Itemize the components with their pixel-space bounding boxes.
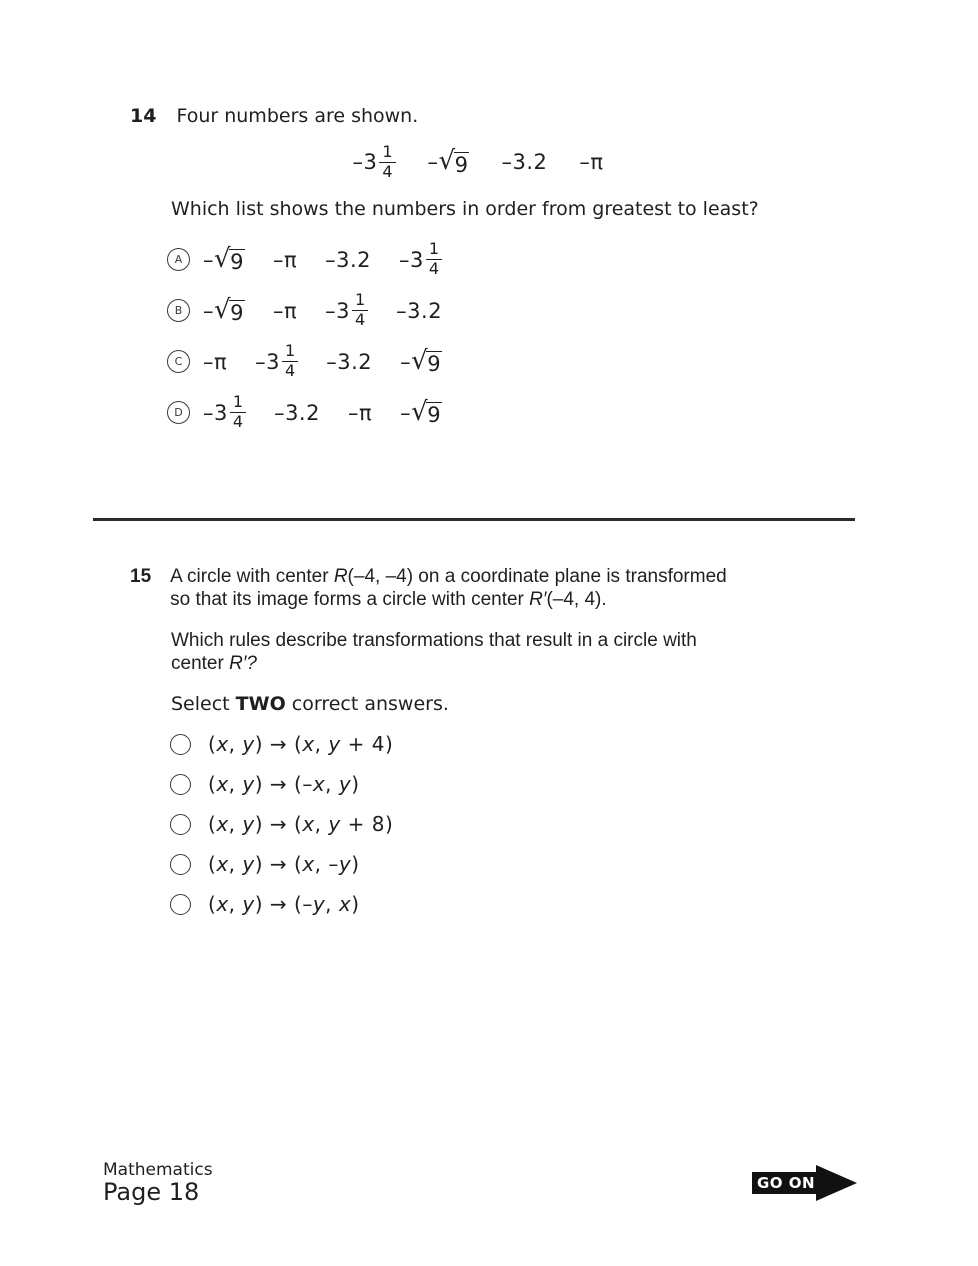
go-on-label: GO ON	[756, 1174, 816, 1192]
section-divider	[93, 518, 855, 521]
question-14-prompt	[130, 105, 418, 127]
choice-b-expression	[203, 292, 442, 329]
go-on-box	[752, 1172, 820, 1194]
option-2-rule: (x, y) → (–x, y)	[208, 772, 360, 796]
math-token-plain: –π	[272, 298, 298, 323]
choice-row-c[interactable]	[167, 336, 442, 387]
math-token-plain: –3.2	[326, 349, 373, 374]
footer-page-number: Page 18	[103, 1178, 200, 1206]
option-row-5[interactable]	[170, 884, 393, 924]
option-row-4[interactable]	[170, 844, 393, 884]
math-token-mixed: –3 $\frac{1}{4}$	[203, 394, 246, 431]
question-15-statement	[130, 565, 727, 611]
question-14-numbers-display	[0, 144, 967, 181]
choice-c-expression	[203, 343, 442, 380]
question-14-choices	[167, 234, 442, 438]
math-token-sqrt: – √ 9	[400, 396, 442, 427]
math-token-plain: –3.2	[396, 298, 443, 323]
option-bubble-3[interactable]	[170, 814, 191, 835]
choice-d-expression	[203, 394, 442, 431]
math-token-mixed: –3 $\frac{1}{4}$	[399, 241, 442, 278]
question-15-options	[170, 724, 393, 924]
question-15-number: 15	[130, 566, 152, 587]
option-row-2[interactable]	[170, 764, 393, 804]
question-line-2: center R′?	[171, 653, 257, 674]
math-token-sqrt: – √ 9	[203, 294, 244, 325]
choice-row-d[interactable]	[167, 387, 442, 438]
choice-bubble-a[interactable]: A	[167, 248, 190, 271]
option-3-rule: (x, y) → (x, y + 8)	[208, 812, 394, 836]
math-token-sqrt: – √ 9	[400, 345, 442, 376]
option-bubble-4[interactable]	[170, 854, 191, 875]
math-token-mixed: –3 $\frac{1}{4}$	[325, 292, 368, 329]
math-token-plain: –π	[203, 349, 228, 374]
choice-a-expression	[203, 241, 442, 278]
math-token-mixed: –3 $\frac{1}{4}$	[255, 343, 298, 380]
option-row-1[interactable]	[170, 724, 393, 764]
question-14-question-text: Which list shows the numbers in order from greatest to least?	[171, 198, 759, 220]
math-token-sqrt: – √ 9	[203, 243, 244, 274]
option-bubble-2[interactable]	[170, 774, 191, 795]
question-15-question-text	[171, 629, 697, 675]
statement-line-1: A circle with center R(–4, –4) on a coordinate plane is transformed	[170, 566, 727, 587]
math-token-plain: –3.2	[325, 247, 372, 272]
choice-bubble-d[interactable]: D	[167, 401, 190, 424]
select-two-instruction: Select TWO correct answers.	[171, 693, 449, 715]
choice-row-a[interactable]	[167, 234, 442, 285]
choice-row-b[interactable]	[167, 285, 442, 336]
math-token-plain: –π	[272, 247, 298, 272]
math-token-plain: –3.2	[501, 150, 548, 175]
statement-line-2: so that its image forms a circle with center R′(–4, 4).	[170, 589, 607, 610]
option-bubble-1[interactable]	[170, 734, 191, 755]
option-5-rule: (x, y) → (–y, x)	[208, 892, 360, 916]
question-line-1: Which rules describe transformations that result in a circle with	[171, 630, 697, 651]
math-token-mixed: –3 $\frac{1}{4}$	[352, 144, 395, 181]
option-4-rule: (x, y) → (x, –y)	[208, 852, 360, 876]
question-14-prompt-text: Four numbers are shown.	[176, 105, 419, 127]
footer-subject-label: Mathematics	[103, 1160, 213, 1180]
option-bubble-5[interactable]	[170, 894, 191, 915]
go-on-arrow-icon	[816, 1165, 857, 1201]
math-token-plain: –3.2	[274, 400, 320, 425]
option-row-3[interactable]	[170, 804, 393, 844]
math-token-plain: –π	[579, 150, 604, 175]
choice-bubble-c[interactable]: C	[167, 350, 190, 373]
choice-bubble-b[interactable]: B	[167, 299, 190, 322]
option-1-rule: (x, y) → (x, y + 4)	[208, 732, 394, 756]
math-token-plain: –π	[347, 400, 373, 425]
math-token-sqrt: – √ 9	[427, 146, 469, 177]
question-14-number: 14	[130, 105, 157, 127]
go-on-button[interactable]	[752, 1164, 862, 1202]
